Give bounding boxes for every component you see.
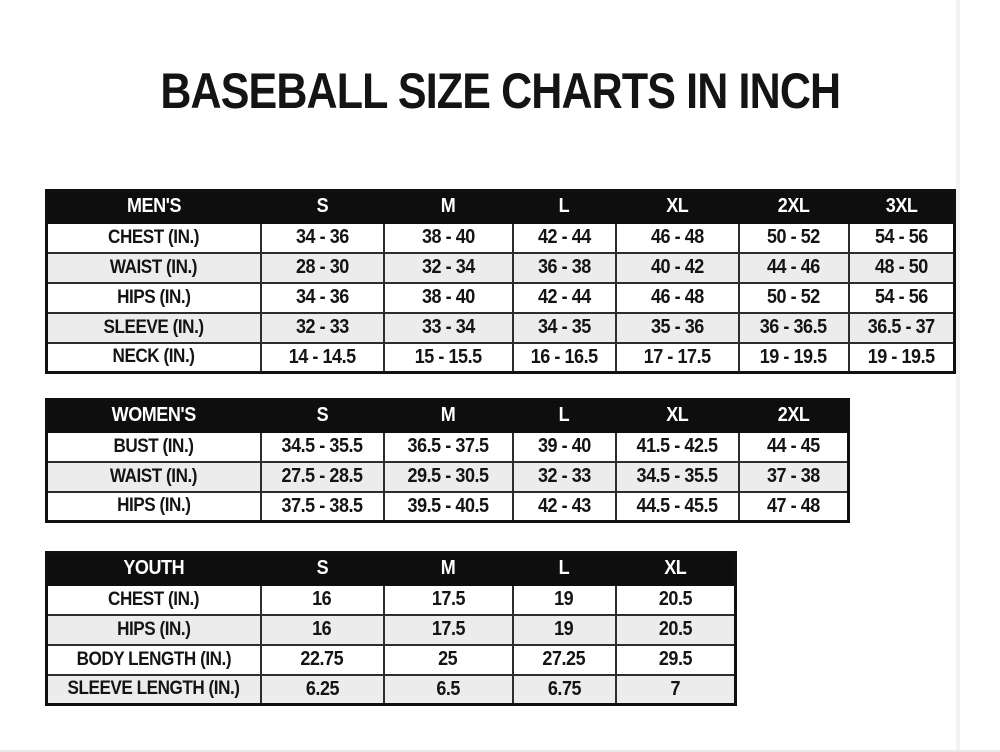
size-cell-text: 44 - 46 xyxy=(767,256,820,278)
size-cell-text: 6.25 xyxy=(305,677,339,700)
size-cell-text: 42 - 44 xyxy=(537,286,591,308)
size-cell xyxy=(616,313,739,343)
table-group-header xyxy=(47,400,261,432)
size-column-header xyxy=(261,400,384,432)
size-cell xyxy=(513,223,616,253)
row-label-text: BODY LENGTH (IN.) xyxy=(76,648,231,670)
size-cell-text: 17.5 xyxy=(431,588,465,610)
size-cell-text: 44 - 45 xyxy=(766,435,820,457)
page-title xyxy=(0,64,1000,118)
size-cell xyxy=(739,223,849,253)
table-row xyxy=(47,223,955,253)
size-cell-text: 27.25 xyxy=(542,648,586,670)
size-cell-text: 39 - 40 xyxy=(537,435,591,457)
size-cell-text: 37 - 38 xyxy=(766,465,820,487)
size-cell xyxy=(616,585,736,615)
size-column-header xyxy=(513,191,616,223)
size-column-header-text: 2XL xyxy=(777,404,810,427)
size-table xyxy=(45,398,850,523)
size-column-header-text: XL xyxy=(664,557,687,580)
size-cell xyxy=(261,585,384,615)
row-label xyxy=(47,432,261,462)
size-cell xyxy=(616,223,739,253)
size-table xyxy=(45,189,956,374)
size-cell xyxy=(849,313,955,343)
size-cell xyxy=(513,253,616,283)
size-cell xyxy=(513,283,616,313)
size-cell-text: 17 - 17.5 xyxy=(643,345,711,368)
size-cell xyxy=(849,283,955,313)
size-cell-text: 50 - 52 xyxy=(767,226,820,248)
size-cell-text: 36 - 38 xyxy=(537,256,591,278)
size-cell xyxy=(513,585,616,615)
size-column-header xyxy=(261,191,384,223)
size-cell-text: 34 - 36 xyxy=(295,286,349,308)
size-column-header-text: S xyxy=(316,404,328,427)
size-cell-text: 22.75 xyxy=(300,648,344,670)
size-column-header-text: L xyxy=(558,557,570,580)
size-column-header xyxy=(616,553,736,585)
size-column-header xyxy=(849,191,955,223)
size-cell-text: 36 - 36.5 xyxy=(759,316,827,338)
size-cell xyxy=(513,675,616,705)
youth-size-table xyxy=(45,551,737,706)
size-cell-text: 38 - 40 xyxy=(421,226,475,248)
size-cell xyxy=(513,432,616,462)
size-cell-text: 34 - 35 xyxy=(537,316,591,338)
size-cell-text: 19 - 19.5 xyxy=(759,345,827,368)
size-cell-text: 33 - 34 xyxy=(421,316,475,338)
table-row xyxy=(47,615,736,645)
row-label xyxy=(47,645,261,675)
page-title-text: BASEBALL SIZE CHARTS IN INCH xyxy=(160,63,840,119)
scan-artifact-right xyxy=(956,0,960,752)
size-column-header xyxy=(384,191,513,223)
size-cell-text: 36.5 - 37 xyxy=(867,316,935,338)
size-cell xyxy=(261,313,384,343)
size-column-header xyxy=(616,191,739,223)
size-cell xyxy=(261,253,384,283)
size-cell-text: 32 - 33 xyxy=(537,465,591,487)
size-cell-text: 16 - 16.5 xyxy=(530,345,598,368)
size-cell-text: 44.5 - 45.5 xyxy=(636,494,718,517)
row-label-text: SLEEVE LENGTH (IN.) xyxy=(67,678,240,700)
size-column-header-text: 3XL xyxy=(885,195,918,218)
row-label xyxy=(47,675,261,705)
size-column-header xyxy=(616,400,739,432)
size-cell-text: 36.5 - 37.5 xyxy=(407,435,489,457)
table-group-header xyxy=(47,553,261,585)
size-column-header-text: XL xyxy=(665,195,689,218)
size-cell xyxy=(739,462,849,492)
size-cell xyxy=(384,492,513,522)
size-column-header xyxy=(513,400,616,432)
size-cell-text: 6.5 xyxy=(436,677,460,700)
size-cell-text: 34 - 36 xyxy=(295,226,349,248)
row-label-text: HIPS (IN.) xyxy=(117,495,191,517)
size-cell-text: 40 - 42 xyxy=(650,256,704,278)
size-cell-text: 25 xyxy=(438,648,458,670)
size-cell-text: 37.5 - 38.5 xyxy=(281,494,363,517)
size-cell xyxy=(261,462,384,492)
size-cell xyxy=(384,313,513,343)
size-cell xyxy=(849,223,955,253)
row-label xyxy=(47,615,261,645)
row-label xyxy=(47,492,261,522)
size-column-header xyxy=(739,191,849,223)
size-cell-text: 28 - 30 xyxy=(295,256,349,278)
mens-size-table xyxy=(45,189,956,374)
size-cell xyxy=(384,283,513,313)
size-cell xyxy=(261,432,384,462)
row-label xyxy=(47,313,261,343)
size-cell-text: 29.5 xyxy=(658,648,692,670)
size-cell xyxy=(616,462,739,492)
row-label xyxy=(47,462,261,492)
size-column-header xyxy=(739,400,849,432)
size-cell xyxy=(739,313,849,343)
size-cell-text: 39.5 - 40.5 xyxy=(407,494,489,517)
size-column-header-text: 2XL xyxy=(777,195,810,218)
row-label-text: WAIST (IN.) xyxy=(110,256,198,278)
row-label-text: CHEST (IN.) xyxy=(108,588,200,610)
row-label xyxy=(47,253,261,283)
size-cell xyxy=(261,283,384,313)
size-column-header-text: S xyxy=(316,557,328,580)
size-cell-text: 14 - 14.5 xyxy=(288,345,356,368)
table-group-header xyxy=(47,191,261,223)
row-label-text: HIPS (IN.) xyxy=(117,286,191,308)
row-label xyxy=(47,585,261,615)
size-cell xyxy=(739,492,849,522)
size-cell-text: 19 - 19.5 xyxy=(867,345,935,368)
size-cell xyxy=(384,675,513,705)
size-cell-text: 29.5 - 30.5 xyxy=(407,465,489,487)
size-cell xyxy=(513,343,616,373)
size-cell-text: 16 xyxy=(312,588,332,610)
size-cell xyxy=(616,432,739,462)
size-cell xyxy=(384,462,513,492)
row-label-text: HIPS (IN.) xyxy=(117,618,191,640)
table-row xyxy=(47,343,955,373)
size-cell xyxy=(261,223,384,253)
size-cell-text: 48 - 50 xyxy=(874,256,928,278)
size-cell-text: 47 - 48 xyxy=(766,494,820,517)
size-cell xyxy=(739,283,849,313)
size-cell xyxy=(384,223,513,253)
size-column-header-text: L xyxy=(558,404,570,427)
size-cell-text: 27.5 - 28.5 xyxy=(281,465,363,487)
row-label xyxy=(47,343,261,373)
row-label-text: NECK (IN.) xyxy=(112,346,195,368)
size-cell xyxy=(739,253,849,283)
size-cell xyxy=(384,645,513,675)
size-cell xyxy=(849,343,955,373)
womens-size-table xyxy=(45,398,850,523)
row-label-text: WAIST (IN.) xyxy=(110,465,198,487)
size-cell-text: 46 - 48 xyxy=(650,286,704,308)
table-row xyxy=(47,675,736,705)
row-label-text: BUST (IN.) xyxy=(113,435,194,457)
table-row xyxy=(47,253,955,283)
size-cell-text: 15 - 15.5 xyxy=(414,345,482,368)
size-cell-text: 42 - 44 xyxy=(537,226,591,248)
size-cell xyxy=(513,313,616,343)
size-cell-text: 46 - 48 xyxy=(650,226,704,248)
header-row xyxy=(47,553,736,585)
header-row xyxy=(47,191,955,223)
size-column-header xyxy=(261,553,384,585)
size-cell-text: 17.5 xyxy=(431,618,465,640)
table-row xyxy=(47,492,849,522)
size-cell xyxy=(616,675,736,705)
size-cell xyxy=(513,462,616,492)
size-cell xyxy=(513,492,616,522)
size-cell-text: 54 - 56 xyxy=(874,286,928,308)
size-cell xyxy=(513,645,616,675)
table-group-header-text: YOUTH xyxy=(123,557,185,580)
size-cell xyxy=(261,675,384,705)
table-row xyxy=(47,432,849,462)
size-column-header-text: L xyxy=(558,195,570,218)
size-cell-text: 38 - 40 xyxy=(421,286,475,308)
size-cell-text: 6.75 xyxy=(547,677,581,700)
row-label xyxy=(47,223,261,253)
table-group-header-text: MEN'S xyxy=(126,195,181,218)
size-cell-text: 7 xyxy=(670,677,681,700)
size-cell xyxy=(513,615,616,645)
size-column-header xyxy=(384,553,513,585)
size-cell-text: 16 xyxy=(312,618,332,640)
table-group-header-text: WOMEN'S xyxy=(111,404,196,427)
size-cell-text: 20.5 xyxy=(658,618,692,640)
row-label-text: CHEST (IN.) xyxy=(108,226,200,248)
size-cell xyxy=(384,343,513,373)
size-column-header-text: M xyxy=(440,557,456,580)
size-column-header xyxy=(513,553,616,585)
size-cell xyxy=(616,615,736,645)
size-table xyxy=(45,551,737,706)
size-column-header-text: S xyxy=(316,195,328,218)
size-cell-text: 41.5 - 42.5 xyxy=(636,435,718,457)
size-cell-text: 19 xyxy=(554,618,574,640)
size-cell xyxy=(616,253,739,283)
table-row xyxy=(47,313,955,343)
size-cell xyxy=(384,253,513,283)
size-cell xyxy=(261,645,384,675)
size-cell xyxy=(616,492,739,522)
table-row xyxy=(47,585,736,615)
size-column-header-text: M xyxy=(440,195,456,218)
size-cell-text: 19 xyxy=(554,588,574,610)
size-column-header xyxy=(384,400,513,432)
row-label-text: SLEEVE (IN.) xyxy=(103,316,204,338)
size-cell-text: 32 - 33 xyxy=(295,316,349,338)
size-cell xyxy=(261,343,384,373)
size-cell-text: 34.5 - 35.5 xyxy=(281,435,363,457)
size-cell xyxy=(616,283,739,313)
size-cell-text: 32 - 34 xyxy=(421,256,475,278)
size-cell xyxy=(384,432,513,462)
size-cell xyxy=(384,585,513,615)
size-cell xyxy=(739,432,849,462)
size-cell xyxy=(384,615,513,645)
size-cell-text: 35 - 36 xyxy=(650,316,704,338)
size-cell xyxy=(261,615,384,645)
size-cell-text: 42 - 43 xyxy=(537,494,591,517)
size-cell xyxy=(739,343,849,373)
size-column-header-text: M xyxy=(440,404,456,427)
size-cell xyxy=(616,343,739,373)
header-row xyxy=(47,400,849,432)
size-cell-text: 20.5 xyxy=(658,588,692,610)
size-cell-text: 54 - 56 xyxy=(874,226,928,248)
size-cell xyxy=(261,492,384,522)
size-column-header-text: XL xyxy=(665,404,689,427)
size-cell xyxy=(616,645,736,675)
size-cell xyxy=(849,253,955,283)
size-cell-text: 34.5 - 35.5 xyxy=(636,465,718,487)
table-row xyxy=(47,283,955,313)
size-cell-text: 50 - 52 xyxy=(767,286,820,308)
table-row xyxy=(47,645,736,675)
table-row xyxy=(47,462,849,492)
row-label xyxy=(47,283,261,313)
